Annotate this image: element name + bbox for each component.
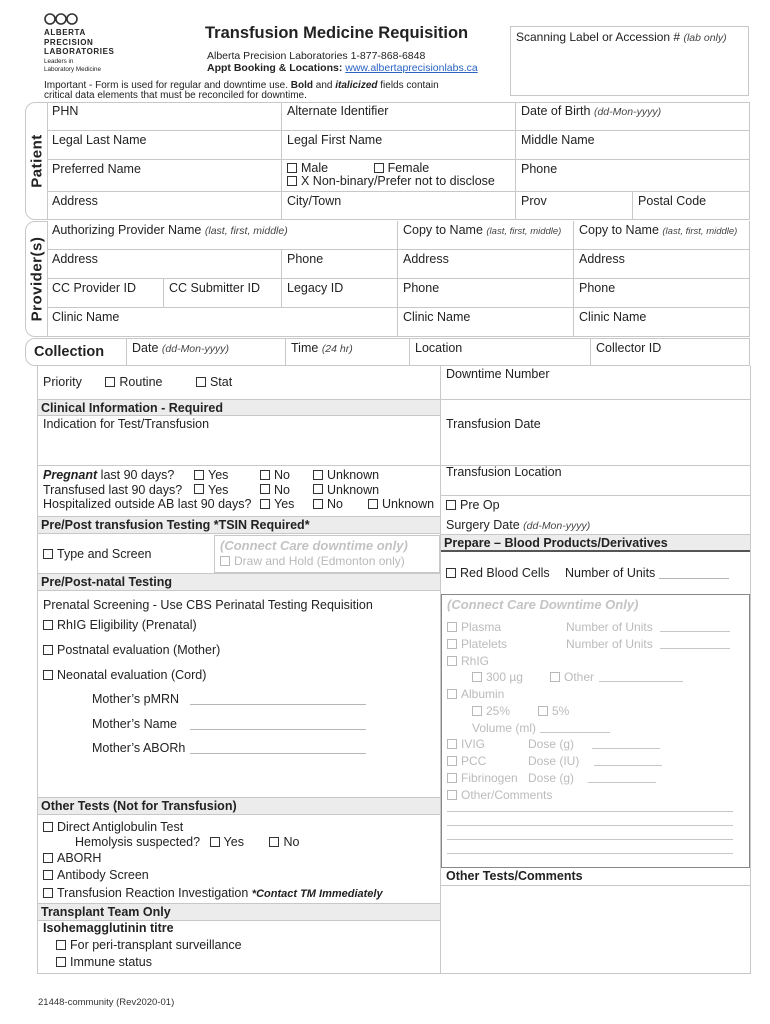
providers-tab-label: Provider(s) <box>28 236 45 322</box>
right-divider <box>441 495 750 496</box>
yes-label: Yes <box>223 835 244 849</box>
ivig-dose-label: Dose (g) <box>528 737 575 751</box>
rhig-option[interactable] <box>447 654 489 668</box>
dob-format: (dd-Mon-yyyy) <box>593 106 662 118</box>
prepare-blood-products-header: Prepare – Blood Products/Derivatives <box>441 534 750 552</box>
albumin-5-checkbox[interactable] <box>538 706 548 716</box>
female-checkbox[interactable] <box>374 163 384 173</box>
isohemagglutinin-header: Isohemagglutinin titre <box>43 921 174 935</box>
important-text: and <box>313 80 336 91</box>
important-text: fields contain <box>377 80 439 91</box>
org-name-line: ALBERTA <box>44 28 86 37</box>
fibrinogen-option[interactable] <box>447 771 518 785</box>
authorizing-provider-field[interactable] <box>47 221 398 250</box>
downtime-products-box <box>441 594 750 868</box>
copy-to-clinic-2-field[interactable] <box>574 308 750 337</box>
antibody-screen-option[interactable] <box>43 868 149 882</box>
surgery-date-field[interactable] <box>446 518 590 532</box>
rbc-label: Red Blood Cells <box>460 566 550 580</box>
hospitalized-unknown[interactable] <box>368 497 434 512</box>
nonbinary-option[interactable] <box>287 174 495 188</box>
volume-label: Volume (ml) <box>472 721 537 735</box>
type-and-screen-label: Type and Screen <box>57 547 152 561</box>
transfusion-location-field[interactable]: Transfusion Location <box>446 465 562 479</box>
provider-address-field[interactable] <box>47 250 282 279</box>
cc-provider-id-field[interactable] <box>47 279 164 308</box>
rhig-other-input[interactable] <box>599 681 683 682</box>
hospitalized-row <box>43 497 439 512</box>
postnatal-option[interactable] <box>43 643 220 657</box>
albumin-option[interactable] <box>447 687 504 701</box>
no-label: No <box>327 497 343 511</box>
collection-location-label: Location <box>415 341 463 355</box>
important-note <box>44 81 464 101</box>
male-label: Male <box>301 161 329 175</box>
reaction-investigation-checkbox[interactable] <box>43 888 53 898</box>
gender-field <box>282 160 516 192</box>
provider-address-label: Address <box>52 252 98 266</box>
downtime-products-title: (Connect Care Downtime Only) <box>447 597 639 612</box>
indication-divider <box>38 465 440 466</box>
red-blood-cells-checkbox[interactable] <box>446 568 456 578</box>
scanning-label-note: (lab only) <box>683 32 727 44</box>
appt-label: Appt Booking & Locations: <box>207 62 346 74</box>
collection-date-field[interactable] <box>127 338 286 366</box>
connect-care-downtime-note: (Connect Care downtime only) <box>220 538 408 553</box>
phn-field[interactable] <box>47 102 282 131</box>
alt-id-label: Alternate Identifier <box>287 104 389 118</box>
female-option[interactable] <box>374 161 430 175</box>
transfused-no-checkbox[interactable] <box>260 484 270 494</box>
surgery-date-format: (dd-Mon-yyyy) <box>523 520 591 532</box>
pre-op-label: Pre Op <box>460 498 500 512</box>
other-tests-comments-header: Other Tests/Comments <box>441 868 750 886</box>
copy-to-phone-1-field[interactable] <box>398 279 574 308</box>
phn-label: PHN <box>52 104 79 118</box>
albumin-25-label: 25% <box>486 704 511 718</box>
copy-to-name-1-field[interactable] <box>398 221 574 250</box>
important-text: critical data elements that must be reconciled for downtime. <box>44 90 307 101</box>
mothers-name-input[interactable] <box>190 729 366 730</box>
plasma-units-label: Number of Units <box>566 620 653 634</box>
copy-to-phone-2-field[interactable] <box>574 279 750 308</box>
comments-line[interactable] <box>447 825 733 826</box>
platelets-checkbox[interactable] <box>447 639 457 649</box>
mothers-pmrn-label: Mother’s pMRN <box>92 692 180 706</box>
hospitalized-label: Hospitalized outside AB last 90 days? <box>43 497 252 511</box>
copy-to-address-2-field[interactable] <box>574 250 750 279</box>
transfused-row <box>43 483 439 498</box>
form-code: 21448-community (Rev2020-01) <box>38 997 175 1008</box>
mothers-pmrn-input[interactable] <box>190 704 366 705</box>
prepost-transfusion-header: Pre/Post transfusion Testing *TSIN Required* <box>38 516 440 534</box>
collection-tab-label: Collection <box>34 344 105 360</box>
yes-label: Yes <box>208 482 229 497</box>
copy-to-format: (last, first, middle) <box>662 226 738 237</box>
transplant-team-header: Transplant Team Only <box>38 903 440 921</box>
plasma-checkbox[interactable] <box>447 622 457 632</box>
collector-id-field[interactable] <box>591 338 750 366</box>
copy-to-label: Copy to Name <box>579 223 659 237</box>
rhig-other-checkbox[interactable] <box>550 672 560 682</box>
nonbinary-checkbox[interactable] <box>287 176 297 186</box>
no-label: No <box>274 468 290 482</box>
alternate-identifier-field[interactable] <box>282 102 516 131</box>
platelets-units-label: Number of Units <box>566 637 653 651</box>
pcc-label: PCC <box>461 754 487 768</box>
hemolysis-yes[interactable] <box>210 835 244 849</box>
copy-to-name-2-field[interactable] <box>574 221 750 250</box>
transfused-label: Transfused last 90 days? <box>43 482 183 497</box>
draw-and-hold-box <box>214 535 440 573</box>
collection-date-label: Date <box>132 341 159 355</box>
pregnant-unknown-checkbox[interactable] <box>313 470 323 480</box>
yes-label: Yes <box>208 468 229 482</box>
ivig-option[interactable] <box>447 737 485 751</box>
albumin-label: Albumin <box>461 687 505 701</box>
peri-transplant-label: For peri-transplant surveillance <box>70 938 242 952</box>
rbc-units-input[interactable] <box>659 578 729 579</box>
immune-status-option[interactable] <box>56 955 152 969</box>
pregnant-no-checkbox[interactable] <box>260 470 270 480</box>
mothers-aborh-label: Mother’s ABORh <box>92 741 186 755</box>
apl-logo-rings-icon <box>44 12 78 26</box>
draw-and-hold-checkbox[interactable] <box>220 556 230 566</box>
hospitalized-yes-checkbox[interactable] <box>260 499 270 509</box>
copy-clinic-label: Clinic Name <box>403 310 471 324</box>
transfused-unknown[interactable] <box>313 483 379 498</box>
legal-first-name-field[interactable] <box>282 131 516 160</box>
hospitalized-no-checkbox[interactable] <box>313 499 323 509</box>
hemolysis-row <box>75 835 299 849</box>
hemolysis-no[interactable] <box>269 835 299 849</box>
collection-location-field[interactable] <box>410 338 591 366</box>
patient-phone-field[interactable] <box>516 160 750 192</box>
important-bold: Bold <box>290 80 313 91</box>
cc-submitter-label: CC Submitter ID <box>169 281 260 295</box>
aborh-option[interactable] <box>43 851 101 865</box>
legacy-id-field[interactable] <box>282 279 398 308</box>
postal-label: Postal Code <box>638 194 707 208</box>
dob-label: Date of Birth <box>521 104 591 118</box>
hemolysis-no-checkbox[interactable] <box>269 837 279 847</box>
platelets-option[interactable] <box>447 637 507 651</box>
pregnant-label: Pregnant <box>43 468 98 482</box>
plasma-units-input[interactable] <box>660 631 730 632</box>
other-comments-checkbox[interactable] <box>447 790 457 800</box>
pcc-checkbox[interactable] <box>447 756 457 766</box>
unknown-label: Unknown <box>327 482 380 497</box>
rhig-other-label: Other <box>564 670 595 684</box>
postnatal-checkbox[interactable] <box>43 645 53 655</box>
copy-to-label: Copy to Name <box>403 223 483 237</box>
history-questions <box>43 468 439 512</box>
aborh-checkbox[interactable] <box>43 853 53 863</box>
routine-label: Routine <box>119 375 163 389</box>
copy-phone-label: Phone <box>403 281 440 295</box>
hospitalized-no[interactable] <box>313 497 343 512</box>
stat-option[interactable] <box>196 375 232 389</box>
clinic-label: Clinic Name <box>52 310 120 324</box>
provider-phone-field[interactable] <box>282 250 398 279</box>
apl-logo <box>44 12 134 76</box>
important-text: Important - Form is used for regular and downtime use. <box>44 80 291 91</box>
stat-label: Stat <box>209 375 233 389</box>
pregnant-unknown[interactable] <box>313 468 379 483</box>
copy-to-address-1-field[interactable] <box>398 250 574 279</box>
collection-date-format: (dd-Mon-yyyy) <box>161 343 229 355</box>
copy-address-label: Address <box>579 252 625 266</box>
volume-input[interactable] <box>540 732 610 733</box>
legacy-label: Legacy ID <box>287 281 344 295</box>
hemolysis-yes-checkbox[interactable] <box>210 837 220 847</box>
pcc-dose-input[interactable] <box>594 765 662 766</box>
scanning-label: Scanning Label or Accession # <box>516 30 681 44</box>
pregnant-no[interactable] <box>260 468 290 483</box>
prepostnatal-header: Pre/Post-natal Testing <box>38 573 440 591</box>
antibody-screen-label: Antibody Screen <box>57 868 149 882</box>
scanning-label-box[interactable] <box>510 26 749 96</box>
postal-code-field[interactable] <box>633 192 750 220</box>
city-label: City/Town <box>287 194 342 208</box>
ivig-label: IVIG <box>461 737 486 751</box>
other-tests-header: Other Tests (Not for Transfusion) <box>38 797 440 815</box>
collector-label: Collector ID <box>596 341 662 355</box>
pcc-option[interactable] <box>447 754 486 768</box>
dat-checkbox[interactable] <box>43 822 53 832</box>
date-of-birth-field[interactable] <box>516 102 750 131</box>
priority-row <box>43 375 232 389</box>
no-label: No <box>274 482 290 497</box>
collection-tab <box>25 338 127 366</box>
rhig-300-checkbox[interactable] <box>472 672 482 682</box>
unknown-label: Unknown <box>382 497 435 511</box>
prov-field[interactable] <box>516 192 633 220</box>
pre-op-option[interactable] <box>446 498 500 512</box>
ivig-checkbox[interactable] <box>447 739 457 749</box>
pregnant-yes[interactable] <box>194 468 228 483</box>
pre-op-checkbox[interactable] <box>446 500 456 510</box>
middle-name-label: Middle Name <box>521 133 595 147</box>
fibrinogen-checkbox[interactable] <box>447 773 457 783</box>
other-comments-label: Other/Comments <box>461 788 553 802</box>
transfusion-date-field[interactable]: Transfusion Date <box>446 417 541 431</box>
other-comments-option[interactable] <box>447 788 552 802</box>
transfused-unknown-checkbox[interactable] <box>313 484 323 494</box>
rhig-300-label: 300 µg <box>486 670 523 684</box>
appt-booking <box>207 62 478 74</box>
middle-name-field[interactable] <box>516 131 750 160</box>
fibrinogen-dose-input[interactable] <box>588 782 656 783</box>
address-label: Address <box>52 194 98 208</box>
form-title: Transfusion Medicine Requisition <box>205 24 469 42</box>
collection-time-label: Time <box>291 341 319 355</box>
copy-address-label: Address <box>403 252 449 266</box>
albumin-checkbox[interactable] <box>447 689 457 699</box>
platelets-label: Platelets <box>461 637 508 651</box>
copy-clinic-label: Clinic Name <box>579 310 647 324</box>
copy-to-clinic-1-field[interactable] <box>398 308 574 337</box>
rhig-eligibility-label: RhIG Eligibility (Prenatal) <box>57 618 197 632</box>
aborh-label: ABORH <box>57 851 102 865</box>
providers-tab <box>25 221 48 337</box>
phone-label: Phone <box>521 162 558 176</box>
comments-line[interactable] <box>447 839 733 840</box>
peri-transplant-checkbox[interactable] <box>56 940 66 950</box>
provider-phone-label: Phone <box>287 252 324 266</box>
draw-and-hold-option[interactable] <box>220 554 434 568</box>
rhig-eligibility-option[interactable] <box>43 618 197 632</box>
legal-last-name-field[interactable] <box>47 131 282 160</box>
immune-status-checkbox[interactable] <box>56 957 66 967</box>
rhig-label: RhIG <box>461 654 490 668</box>
auth-provider-format: (last, first, middle) <box>204 225 288 237</box>
dat-label: Direct Antiglobulin Test <box>57 820 184 834</box>
albumin-5-label: 5% <box>552 704 570 718</box>
hospitalized-yes[interactable] <box>260 497 294 512</box>
transfused-no[interactable] <box>260 483 290 498</box>
indication-field[interactable]: Indication for Test/Transfusion <box>43 417 210 431</box>
preferred-name-field[interactable] <box>47 160 282 192</box>
routine-checkbox[interactable] <box>105 377 115 387</box>
contact-tm-note: *Contact TM Immediately <box>251 888 383 900</box>
org-name-line: LABORATORIES <box>44 47 115 56</box>
first-name-label: Legal First Name <box>287 133 383 147</box>
type-and-screen-option[interactable] <box>43 547 152 561</box>
fibrinogen-label: Fibrinogen <box>461 771 518 785</box>
rbc-units-label: Number of Units <box>565 566 656 580</box>
org-name-line: PRECISION <box>44 37 94 47</box>
prenatal-screening-note: Prenatal Screening - Use CBS Perinatal Testing Requisition <box>43 598 373 612</box>
mothers-aborh-input[interactable] <box>190 753 366 754</box>
mothers-name-label: Mother’s Name <box>92 717 177 731</box>
reaction-investigation-label: Transfusion Reaction Investigation <box>57 886 252 900</box>
fibrinogen-dose-label: Dose (g) <box>528 771 575 785</box>
draw-and-hold-label: Draw and Hold (Edmonton only) <box>234 554 405 568</box>
patient-tab <box>25 102 48 220</box>
transfused-yes[interactable] <box>194 483 228 498</box>
ivig-dose-input[interactable] <box>592 748 660 749</box>
last-name-label: Legal Last Name <box>52 133 147 147</box>
org-tagline: Laboratory Medicine <box>44 65 102 73</box>
cc-submitter-id-field[interactable] <box>164 279 282 308</box>
immune-status-label: Immune status <box>70 955 152 969</box>
nonbinary-label: X Non-binary/Prefer not to disclose <box>301 174 495 188</box>
no-label: No <box>283 835 300 849</box>
pcc-dose-label: Dose (IU) <box>528 754 580 768</box>
copy-phone-label: Phone <box>579 281 616 295</box>
org-tagline: Leaders in <box>44 58 74 65</box>
albumin-25-checkbox[interactable] <box>472 706 482 716</box>
unknown-label: Unknown <box>327 468 380 482</box>
comments-line[interactable] <box>447 853 733 854</box>
albumin-5-option[interactable] <box>538 704 569 718</box>
rhig-other-option[interactable] <box>550 670 594 684</box>
neonatal-label: Neonatal evaluation (Cord) <box>57 668 207 682</box>
auth-provider-label: Authorizing Provider Name <box>52 223 202 237</box>
hemolysis-label: Hemolysis suspected? <box>75 835 201 849</box>
neonatal-checkbox[interactable] <box>43 670 53 680</box>
preferred-name-label: Preferred Name <box>52 162 141 176</box>
patient-tab-label: Patient <box>28 134 45 188</box>
priority-label: Priority <box>43 375 82 389</box>
peri-transplant-option[interactable] <box>56 938 242 952</box>
plasma-option[interactable] <box>447 620 501 634</box>
copy-to-format: (last, first, middle) <box>486 226 562 237</box>
pregnant-yes-checkbox[interactable] <box>194 470 204 480</box>
rhig-checkbox[interactable] <box>447 656 457 666</box>
albumin-25-option[interactable] <box>472 704 510 718</box>
important-italic: italicized <box>335 80 378 91</box>
transfused-yes-checkbox[interactable] <box>194 484 204 494</box>
plasma-label: Plasma <box>461 620 502 634</box>
rhig-300-option[interactable] <box>472 670 523 684</box>
right-divider <box>441 399 750 400</box>
male-option[interactable] <box>287 161 328 175</box>
female-label: Female <box>387 161 430 175</box>
reaction-investigation-option[interactable] <box>43 886 383 900</box>
platelets-units-input[interactable] <box>660 648 730 649</box>
male-checkbox[interactable] <box>287 163 297 173</box>
downtime-number-field[interactable]: Downtime Number <box>446 367 550 381</box>
routine-option[interactable] <box>105 375 162 389</box>
appt-link[interactable]: www.albertaprecisionlabs.ca <box>345 62 478 74</box>
lab-phone: Alberta Precision Laboratories 1-877-868-6848 <box>207 50 426 62</box>
comments-line[interactable] <box>447 811 733 812</box>
stat-checkbox[interactable] <box>196 377 206 387</box>
dat-option[interactable] <box>43 820 183 834</box>
collection-time-format: (24 hr) <box>321 343 353 355</box>
prov-label: Prov <box>521 194 547 208</box>
postnatal-label: Postnatal evaluation (Mother) <box>57 643 221 657</box>
clinical-information-header: Clinical Information - Required <box>38 399 440 416</box>
patient-address-field[interactable] <box>47 192 282 220</box>
antibody-screen-checkbox[interactable] <box>43 870 53 880</box>
clinic-name-field[interactable] <box>47 308 398 337</box>
neonatal-option[interactable] <box>43 668 206 682</box>
collection-time-field[interactable] <box>286 338 410 366</box>
cc-provider-label: CC Provider ID <box>52 281 137 295</box>
other-tests-comments-area[interactable] <box>441 887 750 973</box>
hospitalized-unknown-checkbox[interactable] <box>368 499 378 509</box>
type-and-screen-checkbox[interactable] <box>43 549 53 559</box>
rhig-eligibility-checkbox[interactable] <box>43 620 53 630</box>
red-blood-cells-option[interactable] <box>446 566 550 580</box>
pregnant-row <box>43 468 439 483</box>
pregnant-label-rest: last 90 days? <box>97 468 175 482</box>
surgery-date-label: Surgery Date <box>446 518 520 532</box>
city-field[interactable] <box>282 192 516 220</box>
yes-label: Yes <box>274 497 295 511</box>
